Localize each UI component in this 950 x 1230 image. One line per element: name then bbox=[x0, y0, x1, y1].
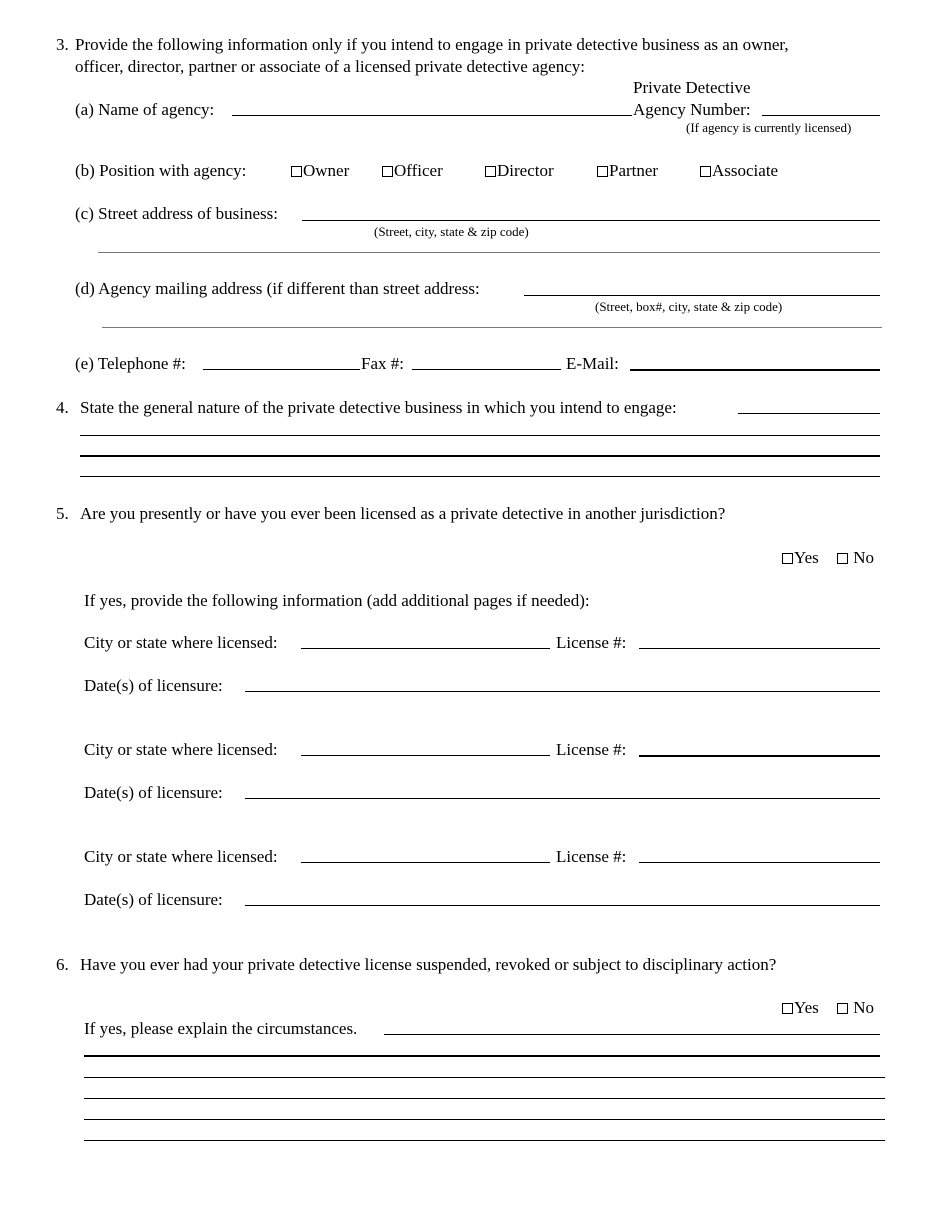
explanation-field-line2[interactable] bbox=[84, 1055, 880, 1057]
q6-explain-label: If yes, please explain the circumstances. bbox=[84, 1019, 358, 1038]
license-number-label: License #: bbox=[556, 633, 627, 652]
mailing-address-hint: (Street, box#, city, state & zip code) bbox=[595, 299, 783, 314]
q6-yes-option[interactable] bbox=[782, 999, 819, 1016]
mailing-address-field-line2[interactable] bbox=[102, 327, 882, 328]
email-label: E-Mail: bbox=[566, 354, 619, 373]
licensure-dates-label: Date(s) of licensure: bbox=[84, 890, 223, 909]
officer-checkbox[interactable] bbox=[382, 166, 393, 177]
q5-number: 5. bbox=[56, 504, 69, 523]
explanation-field-line6[interactable] bbox=[84, 1140, 885, 1141]
city-state-label: City or state where licensed: bbox=[84, 633, 278, 652]
associate-label: Associate bbox=[712, 161, 779, 180]
licensure-dates-field[interactable] bbox=[245, 798, 880, 799]
position-option-officer[interactable] bbox=[382, 162, 443, 179]
explanation-field-line4[interactable] bbox=[84, 1098, 885, 1099]
partner-checkbox[interactable] bbox=[597, 166, 608, 177]
director-checkbox[interactable] bbox=[485, 166, 496, 177]
street-address-field-line2[interactable] bbox=[98, 252, 880, 253]
licensure-dates-field[interactable] bbox=[245, 691, 880, 692]
city-state-field[interactable] bbox=[301, 755, 550, 756]
mailing-address-label: (d) Agency mailing address (if different than street address: bbox=[75, 279, 480, 298]
city-state-label: City or state where licensed: bbox=[84, 847, 278, 866]
license-number-field[interactable] bbox=[639, 755, 880, 757]
licensure-dates-label: Date(s) of licensure: bbox=[84, 783, 223, 802]
agency-number-field[interactable] bbox=[762, 115, 880, 116]
agency-number-label-line1: Private Detective bbox=[633, 78, 751, 97]
business-nature-field-line3[interactable] bbox=[80, 455, 880, 457]
q5-yes-option[interactable] bbox=[782, 549, 819, 566]
mailing-address-field[interactable] bbox=[524, 295, 880, 296]
street-address-label: (c) Street address of business: bbox=[75, 204, 279, 223]
owner-label: Owner bbox=[303, 161, 350, 180]
director-label: Director bbox=[497, 161, 554, 180]
q6-no-checkbox[interactable] bbox=[837, 1003, 848, 1014]
telephone-field[interactable] bbox=[203, 369, 360, 370]
email-field[interactable] bbox=[630, 369, 880, 371]
q3-text-line1: Provide the following information only if you intend to engage in private detective business as an owner, bbox=[75, 35, 789, 54]
license-number-label: License #: bbox=[556, 740, 627, 759]
q5-yes-checkbox[interactable] bbox=[782, 553, 793, 564]
partner-label: Partner bbox=[609, 161, 659, 180]
licensure-dates-field[interactable] bbox=[245, 905, 880, 906]
fax-field[interactable] bbox=[412, 369, 561, 370]
explanation-field-line3[interactable] bbox=[84, 1077, 885, 1078]
q4-number: 4. bbox=[56, 398, 69, 417]
agency-name-label: (a) Name of agency: bbox=[75, 100, 215, 119]
licensure-dates-label: Date(s) of licensure: bbox=[84, 676, 223, 695]
license-number-field[interactable] bbox=[639, 648, 880, 649]
license-number-field[interactable] bbox=[639, 862, 880, 863]
license-number-label: License #: bbox=[556, 847, 627, 866]
city-state-field[interactable] bbox=[301, 648, 550, 649]
q6-yes-label: Yes bbox=[794, 998, 819, 1017]
fax-label: Fax #: bbox=[361, 354, 404, 373]
position-label: (b) Position with agency: bbox=[75, 161, 247, 180]
business-nature-field-line2[interactable] bbox=[80, 435, 880, 436]
owner-checkbox[interactable] bbox=[291, 166, 302, 177]
q6-no-label: No bbox=[853, 998, 875, 1017]
city-state-field[interactable] bbox=[301, 862, 550, 863]
agency-number-label-line2: Agency Number: bbox=[633, 100, 751, 119]
explanation-field[interactable] bbox=[384, 1034, 880, 1035]
q5-if-yes: If yes, provide the following information (add additional pages if needed): bbox=[84, 591, 590, 610]
officer-label: Officer bbox=[394, 161, 443, 180]
street-address-field[interactable] bbox=[302, 220, 880, 221]
position-option-partner[interactable] bbox=[597, 162, 658, 179]
associate-checkbox[interactable] bbox=[700, 166, 711, 177]
position-option-director[interactable] bbox=[485, 162, 554, 179]
street-address-hint: (Street, city, state & zip code) bbox=[374, 224, 529, 239]
explanation-field-line5[interactable] bbox=[84, 1119, 885, 1120]
q5-yes-label: Yes bbox=[794, 548, 819, 567]
city-state-label: City or state where licensed: bbox=[84, 740, 278, 759]
q5-no-checkbox[interactable] bbox=[837, 553, 848, 564]
agency-number-note: (If agency is currently licensed) bbox=[686, 120, 852, 135]
q3-number: 3. bbox=[56, 35, 69, 54]
business-nature-field[interactable] bbox=[738, 413, 880, 414]
q6-yes-checkbox[interactable] bbox=[782, 1003, 793, 1014]
q5-no-label: No bbox=[853, 548, 875, 567]
q6-no-option[interactable] bbox=[837, 999, 874, 1016]
q4-text: State the general nature of the private detective business in which you intend to engage: bbox=[80, 398, 677, 417]
position-option-associate[interactable] bbox=[700, 162, 778, 179]
q3-text-line2: officer, director, partner or associate of a licensed private detective agency: bbox=[75, 57, 585, 76]
agency-name-field[interactable] bbox=[232, 115, 632, 116]
q5-no-option[interactable] bbox=[837, 549, 874, 566]
q6-text: Have you ever had your private detective license suspended, revoked or subject to disciplinary action? bbox=[80, 955, 777, 974]
q6-number: 6. bbox=[56, 955, 69, 974]
telephone-label: (e) Telephone #: bbox=[75, 354, 186, 373]
business-nature-field-line4[interactable] bbox=[80, 476, 880, 477]
position-option-owner[interactable] bbox=[291, 162, 349, 179]
q5-text: Are you presently or have you ever been licensed as a private detective in another jurisdiction? bbox=[80, 504, 726, 523]
